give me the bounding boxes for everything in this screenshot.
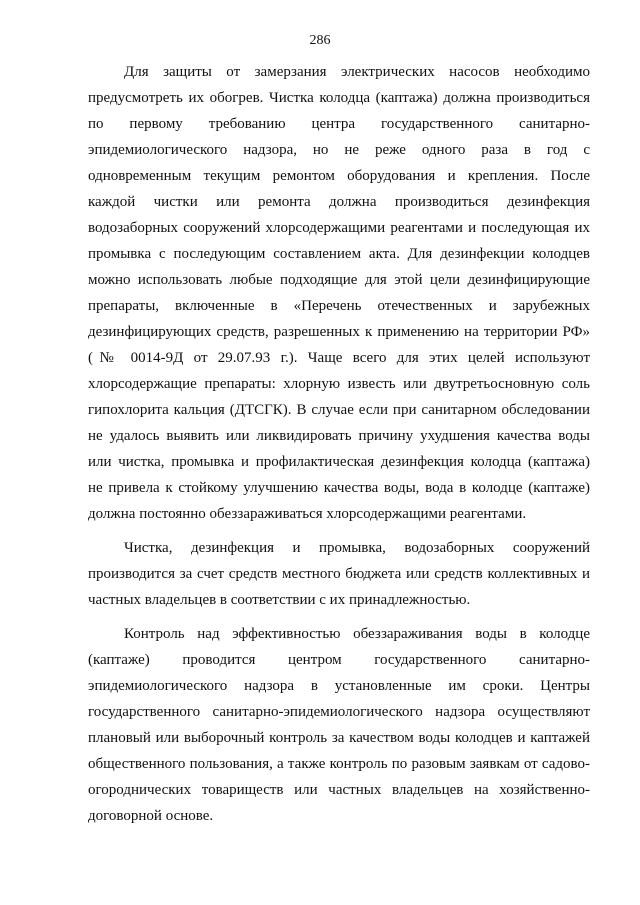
text-line: водозаборных сооружений хлорсодержащими реагентами и последующая их [88, 220, 590, 236]
paragraph-disinfection [88, 59, 590, 527]
text-line: гипохлорита кальция (ДТСГК). В случае если при санитарном обследовании [88, 402, 590, 418]
text-line: одновременным текущим ремонтом оборудования и крепления. После [88, 168, 590, 184]
paragraph-control [88, 621, 590, 829]
text-line: каждой чистки или ремонта должна производиться дезинфекция [88, 194, 590, 210]
body-text [88, 59, 590, 829]
paragraph-funding [88, 535, 590, 613]
text-line: Для защиты от замерзания электрических насосов необходимо [124, 64, 590, 80]
text-line: можно использовать любые подходящие для этой цели дезинфицирующие [88, 272, 590, 288]
text-line: договорной основе. [88, 808, 214, 824]
text-line: дезинфицирующих средств, разрешенных к применению на территории РФ» [88, 324, 590, 340]
paragraph-gap [88, 527, 590, 535]
text-line: предусмотреть их обогрев. Чистка колодца (каптажа) должна производиться [88, 90, 590, 106]
text-line: (каптаже) проводится центром государственного санитарно- [88, 652, 590, 668]
text-line: промывка с последующим составлением акта. Для дезинфекции колодцев [88, 246, 590, 262]
text-line: эпидемиологического надзора в установленные им сроки. Центры [88, 678, 590, 694]
page-number: 286 [309, 33, 331, 48]
text-line: хлорсодержащие препараты: хлорную известь или двутретьосновную соль [88, 376, 590, 392]
text-line: не удалось выявить или ликвидировать причину ухудшения качества воды [88, 428, 590, 444]
text-line: государственного санитарно-эпидемиологического надзора осуществляют [88, 704, 590, 720]
text-line: не привела к стойкому улучшению качества воды, вода в колодце (каптаже) [88, 480, 590, 496]
paragraph-gap [88, 613, 590, 621]
text-line: производится за счет средств местного бюджета или средств коллективных и [88, 566, 590, 582]
text-line: должна постоянно обеззараживаться хлорсодержащими реагентами. [88, 506, 527, 522]
text-line: препараты, включенные в «Перечень отечественных и зарубежных [88, 298, 590, 314]
text-line: Чистка, дезинфекция и промывка, водозаборных сооружений [124, 540, 590, 556]
text-line: плановый или выборочный контроль за качеством воды колодцев и каптажей [88, 730, 590, 746]
text-line: (№ 0014-9Д от 29.07.93 г.). Чаще всего для этих целей используют [88, 350, 590, 366]
text-line: огороднических товариществ или частных владельцев на хозяйственно- [88, 782, 590, 798]
text-line: или чистка, промывка и профилактическая дезинфекция колодца (каптажа) [88, 454, 590, 470]
text-line: частных владельцев в соответствии с их принадлежностью. [88, 592, 471, 608]
text-line: Контроль над эффективностью обеззараживания воды в колодце [124, 626, 590, 642]
text-line: общественного пользования, а также контроль по разовым заявкам от садово- [88, 756, 590, 772]
text-line: по первому требованию центра государственного санитарно- [88, 116, 590, 132]
text-line: эпидемиологического надзора, но не реже одного раза в год с [88, 142, 590, 158]
